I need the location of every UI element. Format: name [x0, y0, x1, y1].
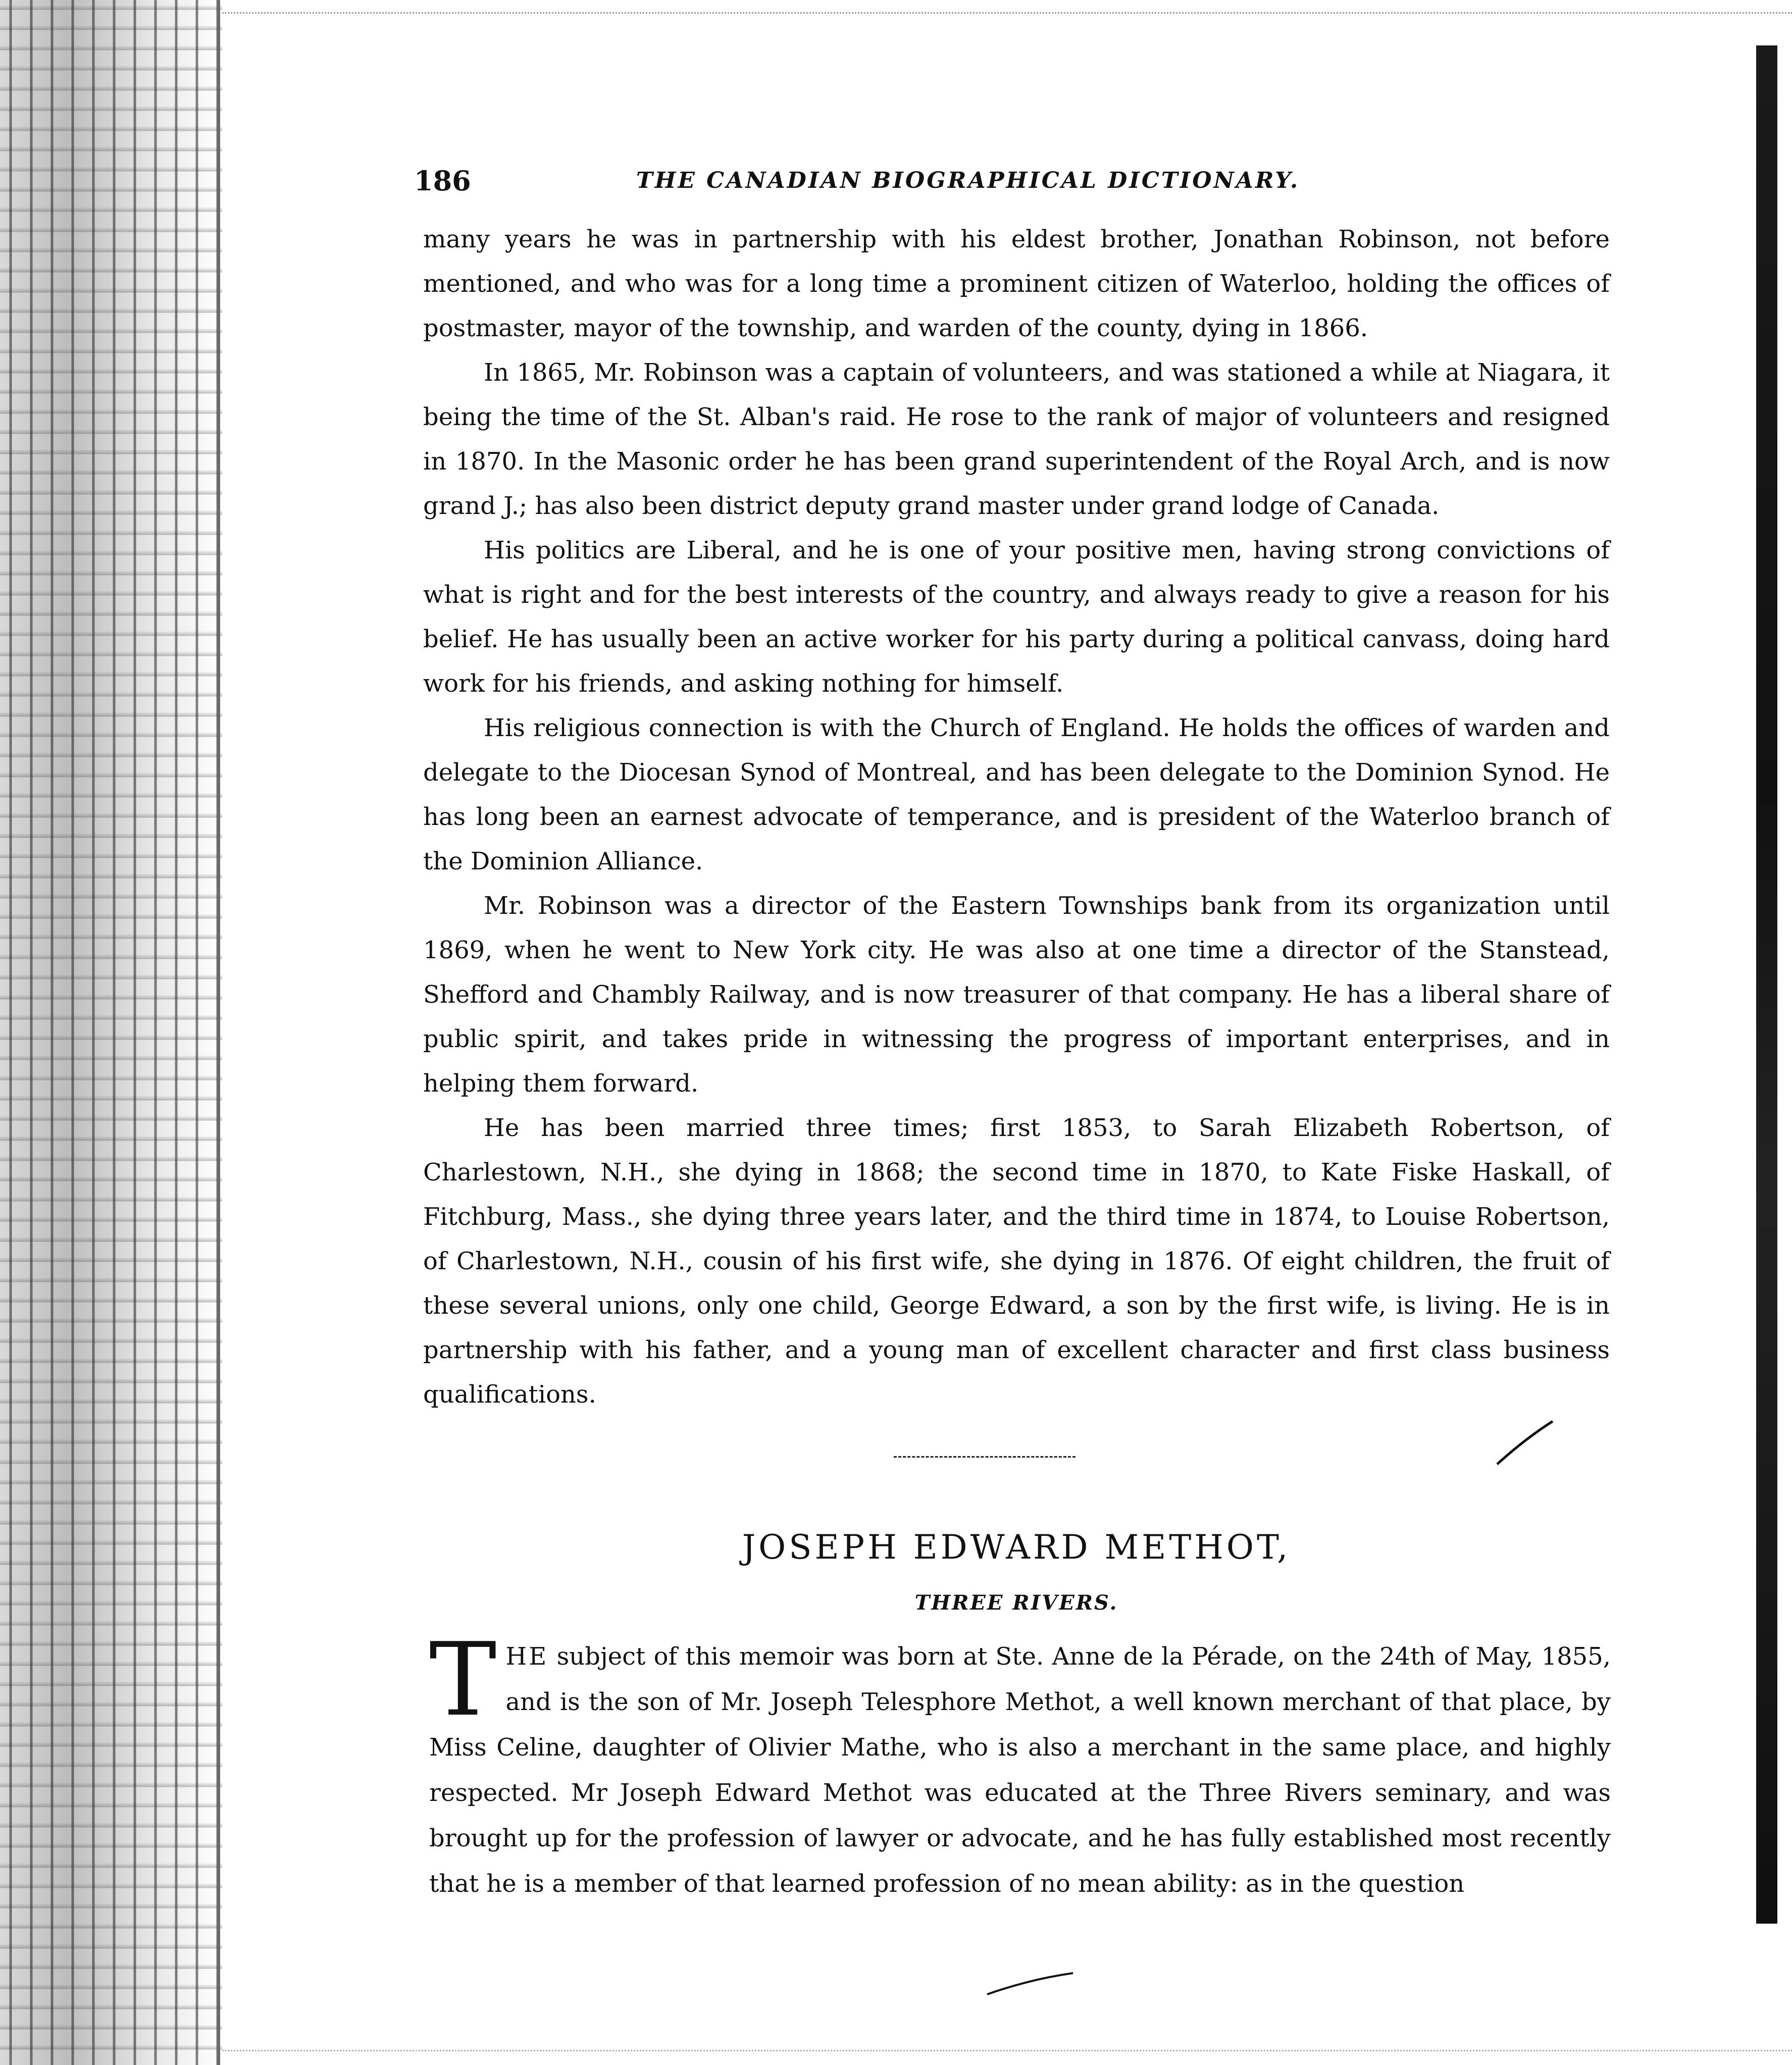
section-divider [894, 1456, 1076, 1458]
paragraph: His politics are Liberal, and he is one of your positive men, having strong convictions of what is right and for the best interests of the country, and always ready to give a reason for his belief. He has usually been an active worker for his party during a political canvass, doing hard work for his friends, and asking nothing for himself. [423, 536, 1610, 698]
article-text: subject of this memoir was born at Ste. Anne de la Pérade, on the 24th of May, 1855, and is the son of Mr. Joseph Telesphore Methot, a well known merchant of that place, by Miss Celine, daughter of Olivier Mathe, who is also a merchant in the same place, and highly respected. Mr Joseph Edward Methot was educated at the Three Rivers seminary, and was brought up for the profession of lawyer or advocate, and he has fully established most recently that he is a member of that learned profession of no mean ability: as in the question [429, 1642, 1611, 1898]
running-title: THE CANADIAN BIOGRAPHICAL DICTIONARY. [636, 168, 1300, 193]
drop-cap: T [429, 1621, 497, 1739]
page-number: 186 [414, 165, 471, 197]
paragraph: He has been married three times; first 1853, to Sarah Elizabeth Robertson, of Charlestown, N.H., she dying in 1868; the second time in 1870, to Kate Fiske Haskall, of Fitchburg, Mass., she dying three years later, and the third time in 1874, to Louise Robertson, of Charlestown, N.H., cousin of his first wife, she dying in 1876. Of eight children, the fruit of these several unions, only one child, George Edward, a son by the first wife, is living. He is in partnership with his father, and a young man of excellent character and first class business qualifications. [423, 1114, 1610, 1409]
paragraph: many years he was in partnership with his eldest brother, Jonathan Robinson, not before mentioned, and who was for a long time a prominent citizen of Waterloo, holding the offices of postmaster, mayor of the township, and warden of the county, dying in 1866. [423, 225, 1610, 342]
pen-mark [1495, 1419, 1555, 1469]
book-binding-edge [0, 0, 222, 2065]
paragraph: Mr. Robinson was a director of the Eastern Townships bank from its organization until 1869, when he went to New York city. He was also at one time a director of the Stanstead, Shefford and Chambly Railway, and is now treasurer of that company. He has a liberal share of public spirit, and takes pride in witnessing the progress of important enterprises, and in helping them forward. [423, 892, 1610, 1098]
lead-caps: HE [505, 1642, 549, 1671]
bottom-scan-border [222, 2050, 1792, 2051]
paragraph: In 1865, Mr. Robinson was a captain of volunteers, and was stationed a while at Niagara, it being the time of the St. Alban's raid. He rose to the rank of major of volunteers and resigned in 1870. In the Masonic order he has been grand superintendent of the Royal Arch, and is now grand J.; has also been district deputy grand master under grand lodge of Canada. [423, 358, 1610, 520]
page-header [414, 161, 1626, 201]
article-body [429, 1621, 1611, 1906]
article-heading: JOSEPH EDWARD METHOT, [742, 1528, 1291, 1567]
previous-article-body [423, 217, 1610, 1417]
article-subheading: THREE RIVERS. [914, 1591, 1118, 1615]
pen-mark [985, 1969, 1076, 1999]
scan-edge-shadow [1756, 45, 1777, 1924]
paragraph: His religious connection is with the Church of England. He holds the offices of warden and delegate to the Diocesan Synod of Montreal, and has been delegate to the Dominion Synod. He has long been an earnest advocate of temperance, and is president of the Waterloo branch of the Dominion Alliance. [423, 714, 1610, 875]
paragraph [429, 1621, 1611, 1906]
top-scan-border [222, 12, 1792, 14]
